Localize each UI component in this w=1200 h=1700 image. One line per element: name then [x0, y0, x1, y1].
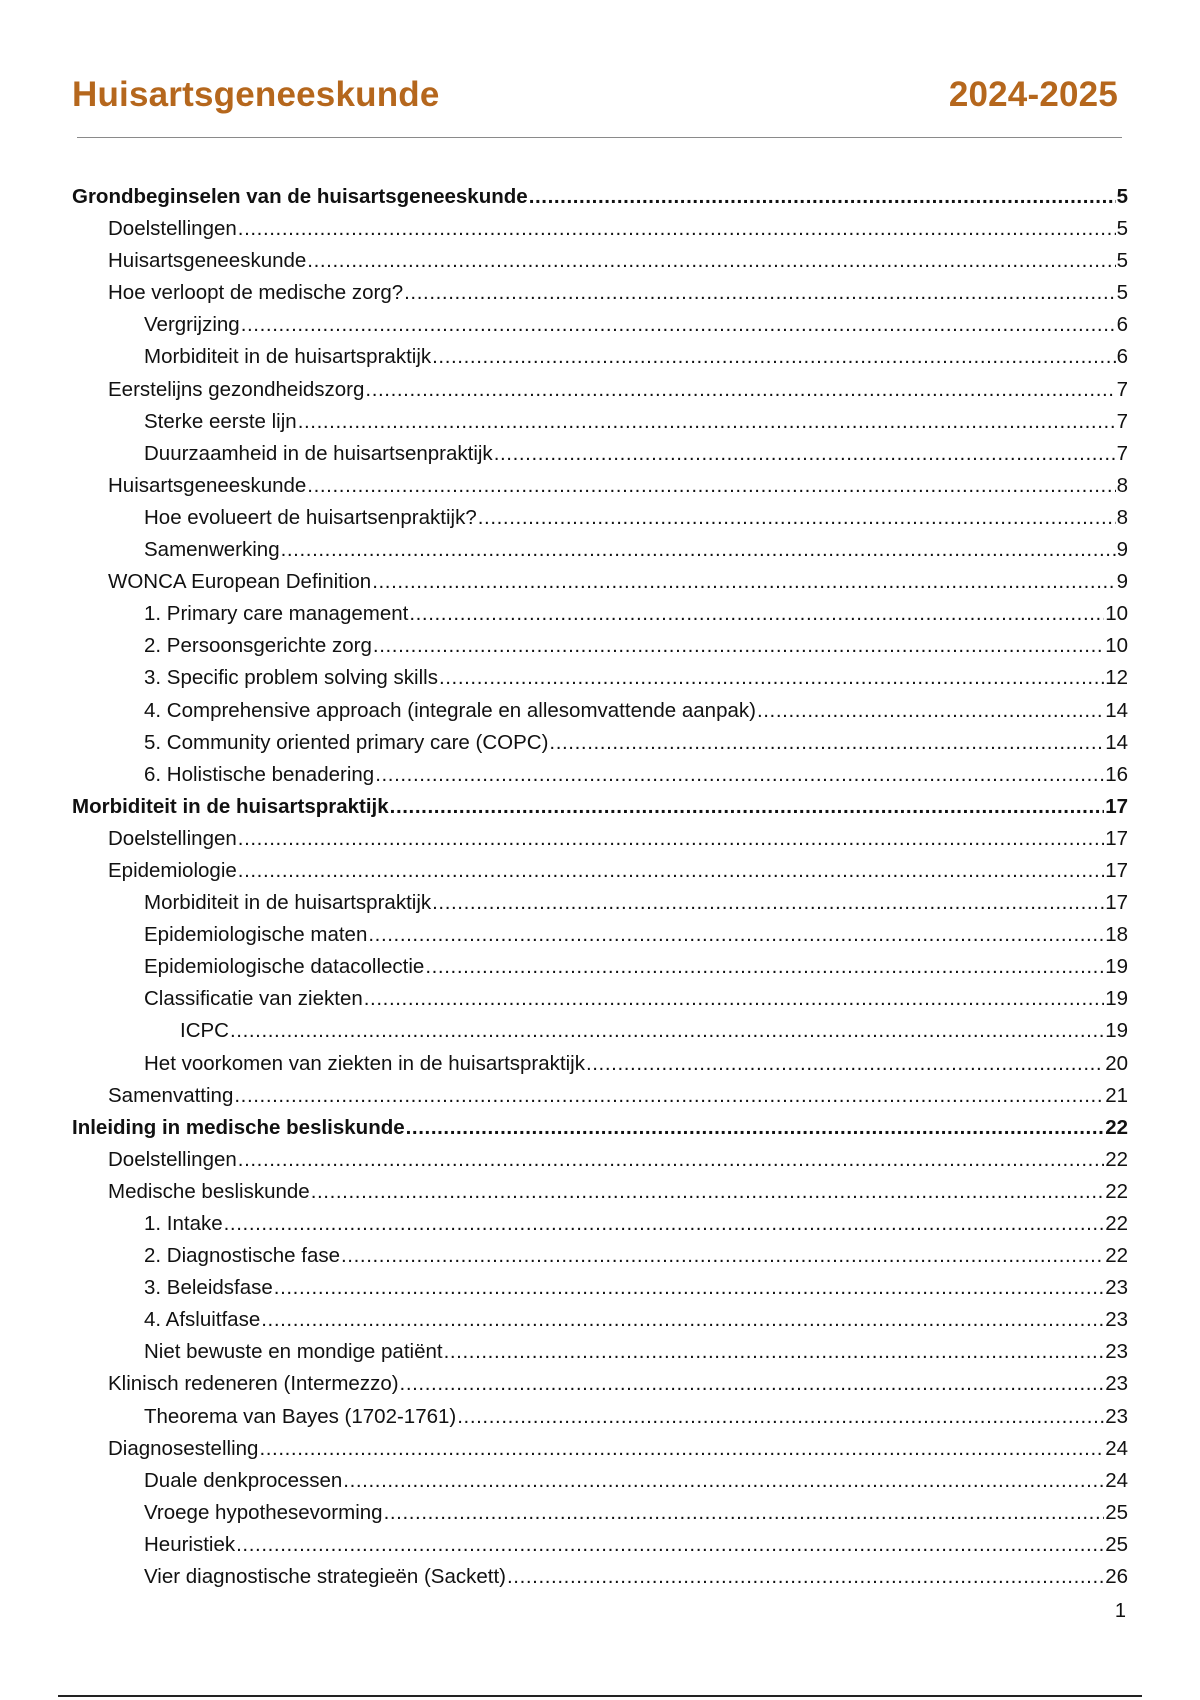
toc-entry[interactable] — [72, 277, 1128, 309]
toc-entry[interactable] — [72, 630, 1128, 662]
toc-entry-title: Morbiditeit in de huisartspraktijk — [144, 891, 432, 915]
toc-entry-title: ICPC — [180, 1019, 229, 1043]
toc-entry[interactable] — [72, 983, 1128, 1015]
toc-page-number: 21 — [1105, 1083, 1128, 1107]
toc-dot-leader — [261, 1304, 1104, 1336]
toc-entry[interactable] — [72, 1048, 1128, 1080]
toc-dot-leader — [365, 374, 1115, 406]
toc-entry-title: 1. Intake — [144, 1212, 223, 1235]
toc-page-number: 17 — [1105, 858, 1128, 882]
toc-entry[interactable] — [72, 1208, 1128, 1240]
toc-entry[interactable] — [72, 759, 1128, 791]
toc-chapter-entry[interactable] — [72, 1112, 1128, 1144]
toc-page-number: 20 — [1105, 1051, 1128, 1075]
toc-entry-title: Doelstellingen — [108, 1147, 237, 1171]
toc-page-number: 22 — [1105, 1147, 1128, 1171]
toc-page-number: 23 — [1105, 1340, 1128, 1364]
toc-dot-leader — [343, 1465, 1104, 1497]
toc-entry[interactable] — [72, 1529, 1128, 1561]
toc-dot-leader — [281, 534, 1116, 566]
header-divider — [77, 137, 1122, 138]
toc-page-number: 24 — [1105, 1468, 1128, 1492]
toc-dot-leader — [372, 566, 1115, 598]
toc-page-number: 23 — [1105, 1372, 1128, 1396]
toc-entry[interactable] — [72, 1240, 1128, 1272]
toc-entry[interactable] — [72, 727, 1128, 759]
toc-dot-leader — [274, 1272, 1104, 1304]
toc-entry-title: Huisartsgeneeskunde — [108, 473, 307, 497]
toc-entry-title: 2. Persoonsgerichte zorg — [144, 634, 372, 658]
toc-page-number: 7 — [1116, 409, 1128, 433]
toc-entry[interactable] — [72, 1176, 1128, 1208]
toc-page-number: 19 — [1105, 955, 1128, 979]
toc-entry-title: Grondbeginselen van de huisartsgeneeskunde — [72, 185, 528, 208]
toc-entry[interactable] — [72, 534, 1128, 566]
toc-entry[interactable] — [72, 1465, 1128, 1497]
toc-entry-title: Huisartsgeneeskunde — [108, 249, 307, 273]
toc-dot-leader — [364, 983, 1104, 1015]
toc-entry[interactable] — [72, 919, 1128, 951]
toc-dot-leader — [425, 951, 1104, 983]
toc-entry-title: 4. Comprehensive approach (integrale en allesomvattende aanpak) — [144, 698, 756, 722]
toc-entry-title: Heuristiek — [144, 1532, 236, 1556]
toc-page-number: 19 — [1105, 987, 1128, 1011]
toc-entry-title: Vergrijzing — [144, 313, 240, 337]
toc-dot-leader — [549, 727, 1104, 759]
toc-entry-title: Samenvatting — [108, 1083, 234, 1107]
toc-entry-title: 6. Holistische benadering — [144, 762, 375, 786]
toc-page-number: 24 — [1105, 1436, 1128, 1460]
toc-page-number: 22 — [1105, 1115, 1128, 1139]
toc-entry-title: Samenwerking — [144, 538, 280, 562]
toc-dot-leader — [368, 919, 1104, 951]
toc-entry-title: Epidemiologische datacollectie — [144, 955, 425, 979]
toc-dot-leader — [478, 502, 1116, 534]
toc-page-number: 10 — [1105, 602, 1128, 626]
toc-dot-leader — [507, 1561, 1104, 1593]
toc-entry-title: 4. Afsluitfase — [144, 1308, 261, 1332]
toc-dot-leader — [311, 1176, 1104, 1208]
toc-entry-title: 3. Beleidsfase — [144, 1276, 273, 1300]
toc-entry-title: Epidemiologische maten — [144, 923, 368, 947]
toc-entry-title: 2. Diagnostische fase — [144, 1244, 341, 1268]
toc-page-number: 5 — [1116, 217, 1128, 241]
toc-page-number: 26 — [1105, 1565, 1128, 1589]
page-header — [72, 70, 1118, 120]
toc-entry-title: Theorema van Bayes (1702-1761) — [144, 1404, 457, 1428]
toc-dot-leader — [390, 791, 1105, 823]
toc-page-number: 5 — [1116, 281, 1128, 305]
toc-entry[interactable] — [72, 213, 1128, 245]
toc-page-number: 7 — [1116, 377, 1128, 401]
table-of-contents — [72, 181, 1128, 1593]
toc-entry-title: 3. Specific problem solving skills — [144, 666, 438, 690]
toc-dot-leader — [224, 1208, 1105, 1240]
toc-entry[interactable] — [72, 502, 1128, 534]
toc-entry-title: 1. Primary care management — [144, 602, 409, 626]
toc-entry-title: Hoe evolueert de huisartsenpraktijk? — [144, 505, 477, 529]
toc-entry[interactable] — [72, 374, 1128, 406]
toc-dot-leader — [341, 1240, 1104, 1272]
toc-page-number: 19 — [1105, 1019, 1128, 1043]
document-title: Huisartsgeneeskunde — [72, 75, 440, 114]
toc-dot-leader — [238, 213, 1116, 245]
toc-entry[interactable] — [72, 1336, 1128, 1368]
toc-entry[interactable] — [72, 662, 1128, 694]
toc-dot-leader — [307, 245, 1115, 277]
toc-entry[interactable] — [72, 855, 1128, 887]
toc-dot-leader — [757, 695, 1104, 727]
toc-page-number: 8 — [1116, 473, 1128, 497]
toc-page-number: 12 — [1105, 666, 1128, 690]
toc-page-number: 8 — [1116, 505, 1128, 529]
toc-entry[interactable] — [72, 406, 1128, 438]
toc-entry-title: Het voorkomen van ziekten in de huisartspraktijk — [144, 1051, 585, 1075]
toc-entry-title: Epidemiologie — [108, 858, 237, 882]
toc-entry[interactable] — [72, 887, 1128, 919]
toc-dot-leader — [586, 1048, 1104, 1080]
toc-page-number: 17 — [1105, 891, 1128, 915]
toc-entry-title: Diagnosestelling — [108, 1436, 259, 1460]
toc-entry-title: Eerstelijns gezondheidszorg — [108, 377, 365, 401]
toc-dot-leader — [375, 759, 1104, 791]
toc-entry-title: Niet bewuste en mondige patiënt — [144, 1340, 443, 1364]
toc-page-number: 6 — [1116, 345, 1128, 369]
toc-entry-title: Vroege hypothesevorming — [144, 1500, 383, 1524]
toc-dot-leader — [373, 630, 1104, 662]
toc-entry[interactable] — [72, 309, 1128, 341]
toc-dot-leader — [409, 598, 1104, 630]
toc-dot-leader — [494, 438, 1116, 470]
toc-entry-title: Medische besliskunde — [108, 1179, 310, 1203]
toc-entry-title: Morbiditeit in de huisartspraktijk — [72, 794, 389, 818]
toc-page-number: 17 — [1105, 794, 1128, 818]
toc-entry[interactable] — [72, 1272, 1128, 1304]
toc-dot-leader — [230, 1015, 1104, 1047]
toc-dot-leader — [404, 277, 1115, 309]
toc-dot-leader — [234, 1080, 1104, 1112]
toc-dot-leader — [529, 181, 1116, 213]
toc-page-number: 14 — [1105, 698, 1128, 722]
toc-entry[interactable] — [72, 1015, 1128, 1047]
toc-entry-title: Inleiding in medische besliskunde — [72, 1115, 405, 1139]
toc-entry[interactable] — [72, 1497, 1128, 1529]
toc-page-number: 22 — [1105, 1212, 1128, 1235]
toc-entry[interactable] — [72, 951, 1128, 983]
toc-dot-leader — [439, 662, 1104, 694]
toc-entry-title: Duurzaamheid in de huisartsenpraktijk — [144, 441, 493, 465]
toc-entry[interactable] — [72, 341, 1128, 373]
toc-page-number: 16 — [1105, 762, 1128, 786]
toc-entry-title: Sterke eerste lijn — [144, 409, 297, 433]
toc-page-number: 23 — [1105, 1308, 1128, 1332]
toc-entry-title: Morbiditeit in de huisartspraktijk — [144, 345, 432, 369]
academic-year: 2024-2025 — [948, 75, 1118, 114]
toc-page-number: 10 — [1105, 634, 1128, 658]
toc-entry[interactable] — [72, 470, 1128, 502]
toc-page-number: 5 — [1116, 249, 1128, 273]
toc-dot-leader — [238, 1144, 1104, 1176]
toc-page-number: 5 — [1116, 185, 1128, 208]
toc-entry-title: 5. Community oriented primary care (COPC) — [144, 730, 549, 754]
toc-page-number: 22 — [1105, 1244, 1128, 1268]
toc-entry-title: Classificatie van ziekten — [144, 987, 363, 1011]
toc-dot-leader — [432, 887, 1104, 919]
toc-page-number: 18 — [1105, 923, 1128, 947]
toc-page-number: 23 — [1105, 1276, 1128, 1300]
toc-entry-title: WONCA European Definition — [108, 570, 372, 594]
toc-entry-title: Duale denkprocessen — [144, 1468, 343, 1492]
page-number: 1 — [1114, 1600, 1126, 1622]
toc-entry-title: Hoe verloopt de medische zorg? — [108, 281, 404, 305]
toc-entry[interactable] — [72, 695, 1128, 727]
toc-entry-title: Doelstellingen — [108, 826, 237, 850]
toc-dot-leader — [406, 1112, 1105, 1144]
toc-page-number: 22 — [1105, 1179, 1128, 1203]
toc-dot-leader — [238, 823, 1104, 855]
toc-page-number: 6 — [1116, 313, 1128, 337]
toc-dot-leader — [238, 855, 1104, 887]
toc-entry-title: Vier diagnostische strategieën (Sackett) — [144, 1565, 506, 1589]
toc-entry[interactable] — [72, 438, 1128, 470]
toc-page-number: 25 — [1105, 1500, 1128, 1524]
toc-entry[interactable] — [72, 1561, 1128, 1593]
toc-entry[interactable] — [72, 1304, 1128, 1336]
toc-entry[interactable] — [72, 1368, 1128, 1400]
toc-page-number: 7 — [1116, 441, 1128, 465]
toc-page-number: 25 — [1105, 1532, 1128, 1556]
toc-dot-leader — [259, 1433, 1104, 1465]
toc-chapter-entry[interactable] — [72, 181, 1128, 213]
toc-entry-title: Doelstellingen — [108, 217, 237, 241]
toc-page-number: 17 — [1105, 826, 1128, 850]
toc-dot-leader — [241, 309, 1116, 341]
toc-dot-leader — [384, 1497, 1105, 1529]
toc-entry[interactable] — [72, 566, 1128, 598]
toc-entry[interactable] — [72, 1144, 1128, 1176]
toc-dot-leader — [444, 1336, 1105, 1368]
toc-entry[interactable] — [72, 245, 1128, 277]
toc-dot-leader — [307, 470, 1115, 502]
toc-dot-leader — [432, 341, 1115, 373]
toc-page-number: 9 — [1116, 570, 1128, 594]
toc-page-number: 14 — [1105, 730, 1128, 754]
toc-page-number: 9 — [1116, 538, 1128, 562]
toc-chapter-entry[interactable] — [72, 791, 1128, 823]
toc-dot-leader — [236, 1529, 1104, 1561]
toc-dot-leader — [400, 1368, 1105, 1400]
toc-entry[interactable] — [72, 1080, 1128, 1112]
toc-entry-title: Klinisch redeneren (Intermezzo) — [108, 1372, 399, 1396]
toc-entry[interactable] — [72, 1433, 1128, 1465]
toc-entry[interactable] — [72, 823, 1128, 855]
toc-entry[interactable] — [72, 598, 1128, 630]
toc-dot-leader — [298, 406, 1116, 438]
footer-divider — [58, 1695, 1142, 1697]
toc-entry[interactable] — [72, 1401, 1128, 1433]
toc-dot-leader — [457, 1401, 1104, 1433]
toc-page-number: 23 — [1105, 1404, 1128, 1428]
